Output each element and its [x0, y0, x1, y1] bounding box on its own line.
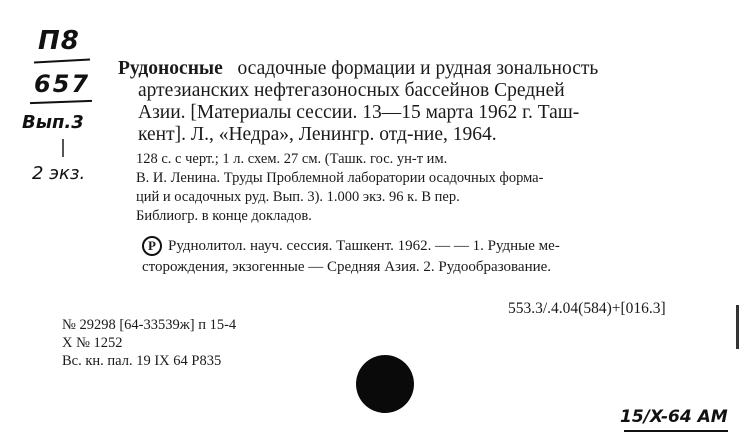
circled-mark: Р [142, 236, 162, 256]
date-stamp-underline [624, 430, 728, 432]
subject-line-1 [142, 236, 732, 257]
imprint-line: В. И. Ленина. Труды Проблемной лаборатории осадочных форма- [136, 170, 544, 186]
entry-title-line-1 [118, 58, 730, 80]
handwritten-issue: Вып.3 [22, 112, 84, 133]
entry-title-line-3: Азии. [Материалы сессии. 13—15 марта 1962 г. Таш- [138, 102, 580, 123]
classification-code: 553.3/.4.04(584)+[016.3] [508, 300, 666, 317]
registry-line: X № 1252 [62, 335, 123, 351]
date-stamp: 15/X-64 AM [620, 407, 728, 427]
entry-title-line-4: кент]. Л., «Недра», Ленингр. отд-ние, 1964. [138, 124, 497, 145]
entry-title-block [118, 58, 730, 146]
handwritten-shelf-mark: П8 [38, 26, 80, 56]
imprint-line: ций и осадочных руд. Вып. 3). 1.000 экз. 96 к. В пер. [136, 189, 460, 205]
entry-title-line-2: артезианских нефтегазоносных бассейнов Средней [138, 80, 565, 101]
entry-title-text: осадочные формации и рудная зональность [237, 58, 599, 79]
registry-line: Вс. кн. пал. 19 IX 64 Р835 [62, 353, 222, 369]
handwritten-underline [34, 59, 90, 64]
entry-title-word: Рудоносные [118, 58, 223, 79]
subject-line-2: сторождения, экзогенные — Средняя Азия. 2. Рудообразование. [142, 259, 552, 275]
subject-text: Руднолитол. науч. сессия. Ташкент. 1962. — — 1. Рудные ме- [168, 238, 560, 254]
handwritten-underline [30, 100, 92, 104]
imprint-line: Библиогр. в конце докладов. [136, 208, 312, 224]
handwritten-tick [62, 139, 64, 157]
handwritten-copies: 2 экз. [32, 163, 86, 184]
margin-rule [736, 305, 739, 349]
imprint-block [136, 150, 732, 226]
registry-line: № 29298 [64-33539ж] п 15-4 [62, 317, 237, 333]
subject-headings [142, 236, 732, 278]
registry-block [62, 316, 236, 370]
handwritten-number: 657 [34, 70, 91, 98]
card-punch-hole [356, 355, 414, 413]
imprint-line: 128 с. с черт.; 1 л. схем. 27 см. (Ташк. гос. ун-т им. [136, 151, 448, 167]
